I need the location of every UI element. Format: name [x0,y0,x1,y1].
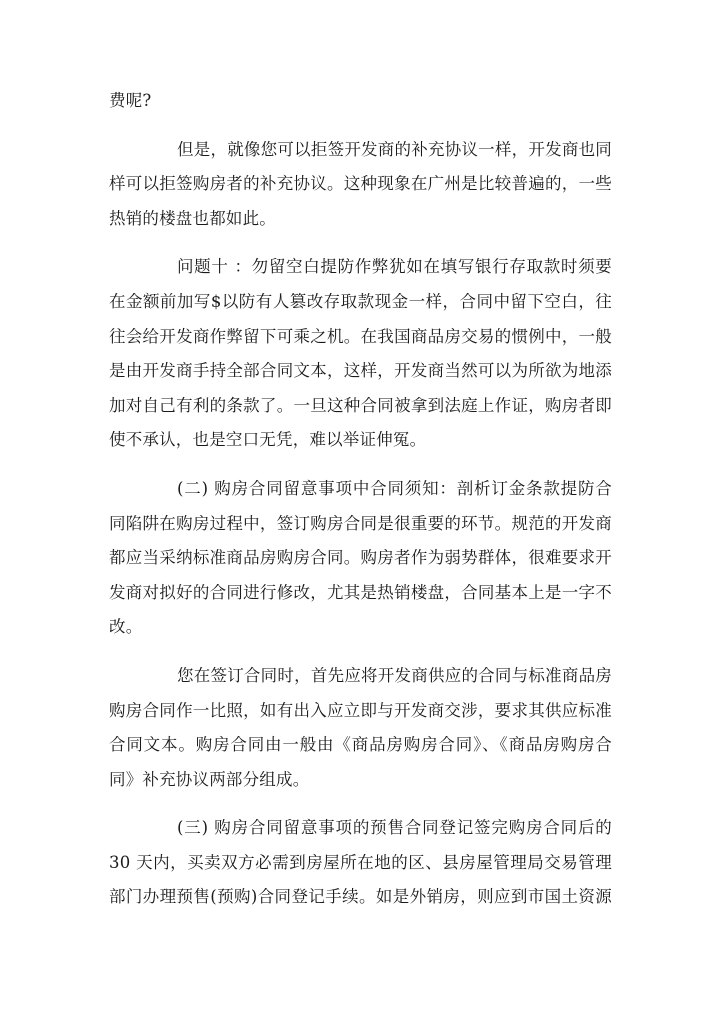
text-line: 同陷阱在购房过程中，签订购房合同是很重要的环节。规范的开发商 [109,513,612,533]
text-line: 往会给开发商作弊留下可乘之机。在我国商品房交易的惯例中，一般 [109,326,612,346]
text-line: 30 天内，买卖双方必需到房屋所在地的区、县房屋管理局交易管理 [109,852,612,872]
text-line: 发商对拟好的合同进行修改，尤其是热销楼盘，合同基本上是一字不 [109,582,612,602]
text-line: 部门办理预售(预购)合同登记手续。如是外销房，则应到市国土资源 [109,887,612,907]
text-line: 加对自己有利的条款了。一旦这种合同被拿到法庭上作证，购房者即 [109,395,612,415]
text-line: 在金额前加写$以防有人篡改存取款现金一样，合同中留下空白，往 [109,291,612,311]
text-line: 都应当采纳标准商品房购房合同。购房者作为弱势群体，很难要求开 [109,548,612,568]
text-line: 使不承认，也是空口无凭，难以举证伸冤。 [109,430,427,450]
text-line: 样可以拒签购房者的补充协议。这种现象在广州是比较普遍的，一些 [109,174,612,194]
text-line: 但是，就像您可以拒签开发商的补充协议一样，开发商也同 [177,139,612,159]
text-line: 问题十 ：勿留空白提防作弊犹如在填写银行存取款时须要 [177,257,612,277]
text-line: (三) 购房合同留意事项的预售合同登记签完购房合同后的 [177,818,612,838]
text-line: 购房合同作一比照，如有出入应立即与开发商交涉，要求其供应标准 [109,700,612,720]
document-body [109,84,612,915]
text-line: 费呢? [109,91,152,110]
text-line: 是由开发商手持全部合同文本，这样，开发商当然可以为所欲为地添 [109,361,612,381]
text-line: 同》补充协议两部分组成。 [109,769,310,789]
text-line: 您在签订合同时，首先应将开发商供应的合同与标准商品房 [177,665,612,685]
text-line: 改。 [109,617,143,637]
text-line: 合同文本。购房合同由一般由《商品房购房合同》、《商品房购房合 [109,735,612,755]
text-line: (二) 购房合同留意事项中合同须知：剖析订金条款提防合 [177,478,612,498]
text-line: 热销的楼盘也都如此。 [109,208,276,228]
